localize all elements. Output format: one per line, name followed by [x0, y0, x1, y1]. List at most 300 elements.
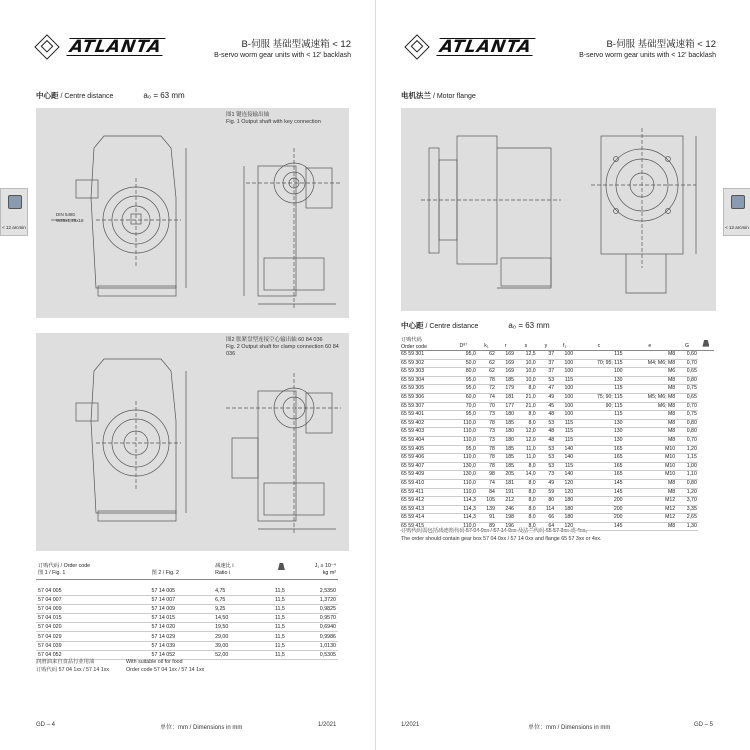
table-cell: 95,0	[450, 351, 477, 360]
cell-inertia: 0,6940	[287, 623, 338, 632]
table-cell: 115	[555, 376, 574, 385]
table-cell: 169	[496, 359, 515, 368]
table-cell: 90; 115	[574, 402, 623, 411]
table-cell: 48	[537, 436, 555, 445]
table-cell: 114	[537, 505, 555, 514]
spline-annotation: DIN 5480 W25x1,25x18	[56, 212, 84, 223]
table-cell: M4; M6; M8	[624, 359, 677, 368]
table-cell: 78	[477, 376, 496, 385]
table-cell: M10	[624, 471, 677, 480]
cell-fig1: 57 04 009	[36, 605, 150, 614]
table-cell: 145	[574, 479, 623, 488]
table-cell: 0,80	[676, 428, 698, 437]
title-en: B-servo worm gear units with < 12' backlash	[579, 52, 716, 59]
table-cell: 48	[537, 411, 555, 420]
cell-weight: 11,5	[259, 614, 287, 623]
cell-ratio: 14,50	[213, 614, 259, 623]
table-cell: 65 59 305	[400, 385, 450, 394]
table-cell: 8,0	[515, 462, 537, 471]
table-row	[36, 614, 338, 623]
col-header: k₁	[477, 337, 496, 351]
brand-logo: ATLANTA	[438, 37, 534, 57]
table-cell: 72	[477, 385, 496, 394]
table-cell: M12	[624, 514, 677, 523]
table-cell: 48	[537, 428, 555, 437]
table-cell: M10	[624, 445, 677, 454]
table-row	[36, 587, 338, 596]
table-cell: M8	[624, 351, 677, 360]
col-header: y	[537, 337, 555, 351]
table-cell: 84	[477, 488, 496, 497]
table-cell: 8,0	[515, 411, 537, 420]
centre-distance-label: 中心距 / Centre distance a₀ = 63 mm	[401, 321, 550, 330]
table-cell: 114,3	[450, 514, 477, 523]
food-oil-note-en: With suitable oil for food Order code 57 04 1xx / 57 14 1xx	[126, 659, 205, 673]
weight-icon	[702, 340, 709, 347]
table-cell: 62	[477, 359, 496, 368]
table-cell: 169	[496, 368, 515, 377]
table-row	[36, 596, 338, 605]
table-cell: 140	[555, 471, 574, 480]
table-cell: 180	[555, 505, 574, 514]
table-cell: 1,10	[676, 471, 698, 480]
table-cell: 49	[537, 393, 555, 402]
table-cell: 145	[574, 488, 623, 497]
table-cell: 14,0	[515, 471, 537, 480]
table-cell: 100	[574, 368, 623, 377]
cell-inertia: 2,5350	[287, 587, 338, 596]
table-cell: 78	[477, 445, 496, 454]
title-cn: B-伺服 基础型减速箱 < 12	[606, 39, 716, 50]
cell-weight: 11,5	[259, 641, 287, 650]
table-cell: 1,20	[676, 488, 698, 497]
table-cell: 177	[496, 402, 515, 411]
cell-ratio: 52,00	[213, 650, 259, 659]
table-cell: 0,80	[676, 419, 698, 428]
table-cell: 110,0	[450, 436, 477, 445]
table-cell: 8,0	[515, 385, 537, 394]
table-cell: 78	[477, 462, 496, 471]
footer-units: 单位：mm / Dimensions in mm	[528, 725, 611, 731]
centre-distance-value: a₀ = 63 mm	[508, 321, 550, 330]
footer-date: 1/2021	[401, 722, 420, 728]
table-cell: 66	[537, 514, 555, 523]
table-cell: 73	[477, 436, 496, 445]
title-cn: B-伺服 基础型减速箱 < 12	[241, 39, 351, 50]
table-row	[400, 359, 714, 368]
table-cell: 98	[477, 471, 496, 480]
table-cell: M8	[624, 428, 677, 437]
table-cell: 78	[477, 419, 496, 428]
table-cell: 73	[477, 411, 496, 420]
table-cell: 165	[574, 454, 623, 463]
table-cell: 62	[477, 368, 496, 377]
table-cell: 130,0	[450, 471, 477, 480]
side-tab-backlash[interactable]: < 12 arcmin	[0, 188, 28, 236]
cell-fig1: 57 04 005	[36, 587, 150, 596]
table-cell: 45	[537, 402, 555, 411]
table-row	[36, 632, 338, 641]
table-cell: 0,65	[676, 368, 698, 377]
table-row	[36, 605, 338, 614]
table-row	[400, 436, 714, 445]
table-cell: 21,0	[515, 393, 537, 402]
table-row	[400, 393, 714, 402]
table-cell: M8	[624, 376, 677, 385]
table-cell: 11,0	[515, 445, 537, 454]
drawing-fig1	[36, 108, 349, 318]
motor-flange-technical-drawing	[401, 108, 716, 311]
table-cell: 139	[477, 505, 496, 514]
table-cell: 165	[574, 445, 623, 454]
table-row	[400, 471, 714, 480]
cell-fig2: 57 14 009	[150, 605, 214, 614]
cell-weight: 11,5	[259, 587, 287, 596]
cell-ratio: 39,00	[213, 641, 259, 650]
table-cell: 0,65	[676, 393, 698, 402]
table-row	[400, 522, 714, 531]
cell-inertia: 1,0130	[287, 641, 338, 650]
table-cell: 65 59 304	[400, 376, 450, 385]
table-cell: 180	[555, 497, 574, 506]
table-cell: 12,5	[515, 351, 537, 360]
table-cell: 80,0	[450, 368, 477, 377]
gearbox-thumbnail-icon	[731, 195, 745, 209]
table-cell: 73	[477, 428, 496, 437]
table-cell: 120	[555, 479, 574, 488]
table-cell: 165	[574, 462, 623, 471]
table-cell: 1,15	[676, 454, 698, 463]
table-cell: M8	[624, 411, 677, 420]
table-cell: 179	[496, 385, 515, 394]
table-cell: 185	[496, 445, 515, 454]
table-cell: 95,0	[450, 411, 477, 420]
page-title	[214, 39, 351, 61]
table-cell: 64	[537, 522, 555, 531]
table-cell: 246	[496, 505, 515, 514]
table-cell: M8	[624, 479, 677, 488]
cell-fig1: 57 04 039	[36, 641, 150, 650]
table-row	[36, 650, 338, 659]
table-cell: 1,00	[676, 462, 698, 471]
table-cell: 115	[555, 436, 574, 445]
table-cell: 65 59 306	[400, 393, 450, 402]
col-header-ratio: 减速比 i Ratio i	[213, 563, 259, 580]
table-cell: 196	[496, 522, 515, 531]
table-cell: 70,0	[450, 402, 477, 411]
table-row	[400, 411, 714, 420]
table-cell: 198	[496, 514, 515, 523]
table-cell: 50,0	[450, 359, 477, 368]
table-cell: 114,3	[450, 505, 477, 514]
drawing-motor-flange	[401, 108, 716, 311]
table-cell: 115	[574, 385, 623, 394]
table-row	[400, 419, 714, 428]
table-cell: 37	[537, 368, 555, 377]
col-header-fig2: 图 2 / Fig. 2	[150, 563, 214, 580]
table-cell: 60,0	[450, 393, 477, 402]
table-cell: 8,0	[515, 488, 537, 497]
col-header: 订购代码 Order code	[400, 337, 450, 351]
title-en: B-servo worm gear units with < 12' backlash	[214, 52, 351, 59]
table-cell: 8,0	[515, 479, 537, 488]
footer-date: 1/2021	[318, 722, 337, 728]
centre-distance-value: a₀ = 63 mm	[143, 91, 185, 100]
table-cell: 100	[555, 359, 574, 368]
cell-inertia: 0,9825	[287, 605, 338, 614]
table-cell: 80	[537, 497, 555, 506]
col-header	[698, 337, 714, 351]
table-cell: 8,0	[515, 497, 537, 506]
table-cell: 65 59 413	[400, 505, 450, 514]
side-tab-backlash[interactable]: < 12 arcmin	[723, 188, 750, 236]
col-header: f₁	[555, 337, 574, 351]
table-cell: M8	[624, 522, 677, 531]
table-cell: 65 59 402	[400, 419, 450, 428]
table-row	[400, 428, 714, 437]
table-row	[400, 497, 714, 506]
table-cell: 10,0	[515, 359, 537, 368]
table-cell: 180	[555, 514, 574, 523]
table-cell: 73	[537, 471, 555, 480]
table-cell: 200	[574, 514, 623, 523]
table-cell: 65 59 405	[400, 445, 450, 454]
table-cell: 115	[574, 351, 623, 360]
col-header-weight	[259, 563, 287, 580]
col-header: s	[515, 337, 537, 351]
table-cell: 65 59 411	[400, 488, 450, 497]
table-cell: 11,0	[515, 454, 537, 463]
page-title	[579, 39, 716, 61]
table-cell: 100	[555, 411, 574, 420]
table-cell: 110,0	[450, 454, 477, 463]
table-cell: 53	[537, 454, 555, 463]
table-cell: 185	[496, 419, 515, 428]
col-header-order-code: 订购代码 / Order code 图 1 / Fig. 1	[36, 563, 150, 580]
table-cell: 74	[477, 479, 496, 488]
cell-fig1: 57 04 015	[36, 614, 150, 623]
table-cell: M8	[624, 436, 677, 445]
table-cell: 62	[477, 351, 496, 360]
col-header-inertia: J₁ ≥ 10⁻⁴ kg m²	[287, 563, 338, 580]
cell-fig1: 57 04 052	[36, 650, 150, 659]
table-cell: 53	[537, 419, 555, 428]
table-cell: 115	[555, 428, 574, 437]
table-cell: 185	[496, 376, 515, 385]
motor-flange-label: 电机法兰 / Motor flange	[401, 91, 476, 100]
table-cell: 110,0	[450, 488, 477, 497]
table-cell: 65 59 307	[400, 402, 450, 411]
table-cell: 8,0	[515, 522, 537, 531]
table-cell: 3,35	[676, 505, 698, 514]
table-cell: 110,0	[450, 419, 477, 428]
table-cell: 110,0	[450, 479, 477, 488]
table-cell: 21,0	[515, 402, 537, 411]
cell-inertia: 0,5305	[287, 650, 338, 659]
table-cell: 0,75	[676, 385, 698, 394]
footer-units: 单位：mm / Dimensions in mm	[160, 725, 243, 731]
table-cell: 181	[496, 393, 515, 402]
table-cell: 12,0	[515, 436, 537, 445]
table-cell: 8,0	[515, 419, 537, 428]
fig2-caption: 图2 胀紧盘型连接空心输出轴 60 84 036 Fig. 2 Output shaft for clamp connection 60 84 036	[226, 337, 339, 357]
table-cell: M6; M8	[624, 402, 677, 411]
table-cell: 100	[555, 385, 574, 394]
col-header: D⁸⁷	[450, 337, 477, 351]
footer-page-number: GD – 5	[694, 722, 714, 728]
cell-ratio: 4,75	[213, 587, 259, 596]
table-cell: 75; 90; 115	[574, 393, 623, 402]
cell-inertia: 0,9986	[287, 632, 338, 641]
table-cell: 37	[537, 351, 555, 360]
table-cell: 53	[537, 462, 555, 471]
table-cell: 8,0	[515, 505, 537, 514]
table-row	[400, 479, 714, 488]
fig2-technical-drawing	[36, 333, 349, 551]
table-cell: 65 59 403	[400, 428, 450, 437]
table-cell: 130	[574, 436, 623, 445]
table-cell: M5; M6; M8	[624, 393, 677, 402]
table-cell: M8	[624, 419, 677, 428]
table-cell: 185	[496, 462, 515, 471]
table-cell: 0,70	[676, 436, 698, 445]
table-cell: 115	[574, 411, 623, 420]
table-cell: 47	[537, 385, 555, 394]
table-cell: 212	[496, 497, 515, 506]
table-cell: 185	[496, 454, 515, 463]
table-cell: 65 59 301	[400, 351, 450, 360]
table-cell: 115	[555, 419, 574, 428]
table-row	[400, 376, 714, 385]
col-header: c	[574, 337, 623, 351]
flange-order-note: 订购代码需包括减速箱代码 57 04 0xx / 57 14 0xx 及法兰代码 65 57 3xx 或 4xx。 The order should contain gear box 57 04 0xx / 57 14 0xx and flange 65 57 3xx or 4xx.	[401, 528, 602, 542]
table-cell: 165	[574, 471, 623, 480]
cell-ratio: 19,50	[213, 623, 259, 632]
table-cell: 0,70	[676, 359, 698, 368]
table-row	[400, 445, 714, 454]
table-cell: 0,60	[676, 351, 698, 360]
table-cell: 191	[496, 488, 515, 497]
table-cell: 1,20	[676, 445, 698, 454]
cell-ratio: 29,00	[213, 632, 259, 641]
table-row	[400, 351, 714, 360]
table-cell: 95,0	[450, 376, 477, 385]
weight-icon	[278, 563, 285, 570]
col-header: G	[676, 337, 698, 351]
table-cell: 59	[537, 488, 555, 497]
cell-ratio: 6,75	[213, 596, 259, 605]
table-row	[400, 514, 714, 523]
food-oil-note: 润滑油来自食品行业用油 订购代码 57 04 1xx / 57 14 1xx	[36, 659, 110, 673]
table-cell: 49	[537, 479, 555, 488]
motor-flange-table	[400, 337, 714, 531]
table-cell: M8	[624, 488, 677, 497]
cell-fig2: 57 14 015	[150, 614, 214, 623]
centre-distance-label: 中心距 / Centre distance a₀ = 63 mm	[36, 91, 185, 100]
cell-weight: 11,5	[259, 596, 287, 605]
table-cell: 130,0	[450, 462, 477, 471]
table-cell: M12	[624, 505, 677, 514]
table-row	[36, 623, 338, 632]
table-row	[400, 402, 714, 411]
cell-weight: 11,5	[259, 650, 287, 659]
table-cell: 0,80	[676, 479, 698, 488]
table-row	[400, 488, 714, 497]
table-cell: 3,70	[676, 497, 698, 506]
col-header: r	[496, 337, 515, 351]
gearbox-thumbnail-icon	[8, 195, 22, 209]
table-cell: 180	[496, 436, 515, 445]
fig1-caption: 图1 键连接输出轴 Fig. 1 Output shaft with key connection	[226, 112, 321, 125]
table-cell: 120	[555, 522, 574, 531]
table-cell: 110,0	[450, 522, 477, 531]
table-cell: 95,0	[450, 445, 477, 454]
table-row	[400, 368, 714, 377]
drawing-fig2	[36, 333, 349, 551]
table-cell: 140	[555, 445, 574, 454]
table-cell: 0,70	[676, 402, 698, 411]
table-cell: 180	[496, 411, 515, 420]
table-cell: M12	[624, 497, 677, 506]
cell-fig2: 57 14 020	[150, 623, 214, 632]
table-cell: 70	[477, 402, 496, 411]
table-cell: 65 59 404	[400, 436, 450, 445]
cell-weight: 11,5	[259, 623, 287, 632]
table-cell: 2,65	[676, 514, 698, 523]
cell-ratio: 9,25	[213, 605, 259, 614]
table-cell: 95,0	[450, 385, 477, 394]
table-cell: 110,0	[450, 428, 477, 437]
table-cell: 70; 95; 115	[574, 359, 623, 368]
table-cell: 65 59 415	[400, 522, 450, 531]
table-row	[400, 462, 714, 471]
cell-inertia: 1,3720	[287, 596, 338, 605]
table-cell: 100	[555, 393, 574, 402]
table-cell: 0,75	[676, 411, 698, 420]
table-cell: 65 59 406	[400, 454, 450, 463]
table-cell: 0,80	[676, 376, 698, 385]
table-cell: 10,0	[515, 376, 537, 385]
cell-fig2: 57 14 039	[150, 641, 214, 650]
table-cell: 53	[537, 445, 555, 454]
atlanta-diamond-logo-icon	[404, 34, 429, 59]
table-cell: 145	[574, 522, 623, 531]
table-cell: 200	[574, 497, 623, 506]
table-cell: 130	[574, 376, 623, 385]
table-cell: 130	[574, 419, 623, 428]
atlanta-diamond-logo-icon	[34, 34, 59, 59]
table-row	[400, 454, 714, 463]
table-cell: 205	[496, 471, 515, 480]
table-cell: 78	[477, 454, 496, 463]
table-row	[400, 505, 714, 514]
cell-fig2: 57 14 052	[150, 650, 214, 659]
table-cell: 89	[477, 522, 496, 531]
cell-fig1: 57 04 007	[36, 596, 150, 605]
table-cell: 53	[537, 376, 555, 385]
cell-inertia: 0,9570	[287, 614, 338, 623]
cell-fig1: 57 04 020	[36, 623, 150, 632]
table-cell: 74	[477, 393, 496, 402]
table-cell: 65 59 302	[400, 359, 450, 368]
table-cell: 10,0	[515, 368, 537, 377]
table-cell: 65 59 414	[400, 514, 450, 523]
table-cell: 8,0	[515, 514, 537, 523]
col-header: e	[624, 337, 677, 351]
table-row	[36, 641, 338, 650]
brand-logo: ATLANTA	[68, 37, 164, 57]
table-cell: 114,3	[450, 497, 477, 506]
